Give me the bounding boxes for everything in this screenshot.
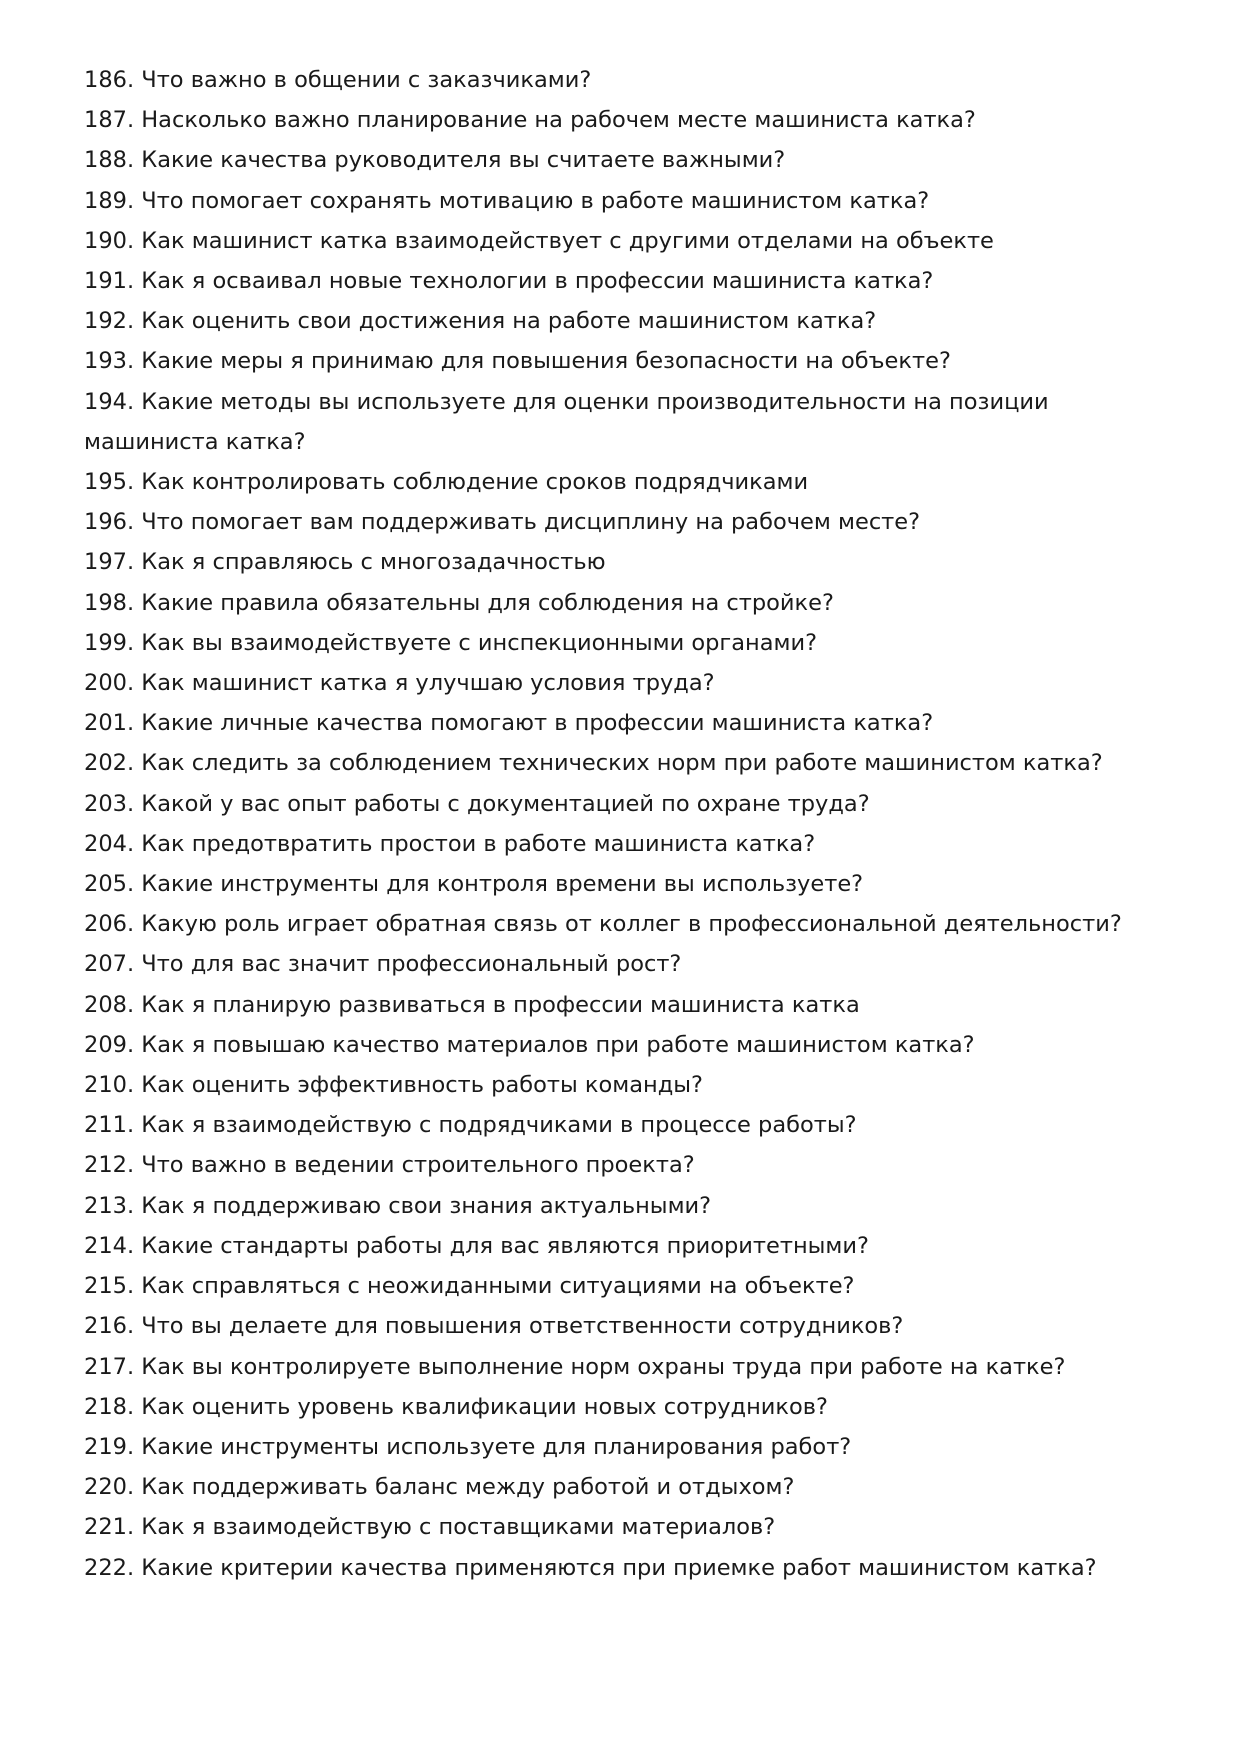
question-text: Как я взаимодействую с поставщиками материалов? — [141, 1514, 776, 1541]
question-number: 221. — [84, 1514, 135, 1541]
question-number: 213. — [84, 1192, 135, 1219]
question-number: 198. — [84, 589, 135, 616]
question-text: Какую роль играет обратная связь от коллег в профессиональной деятельности? — [141, 911, 1122, 938]
question-number: 206. — [84, 911, 135, 938]
question-number: 214. — [84, 1232, 135, 1259]
question-text: Как вы контролируете выполнение норм охраны труда при работе на катке? — [141, 1353, 1066, 1380]
question-number: 219. — [84, 1433, 135, 1460]
question-text: Как поддерживать баланс между работой и отдыхом? — [141, 1474, 795, 1501]
question-number: 202. — [84, 750, 135, 777]
list-item — [84, 1145, 1164, 1185]
question-text: Как я осваивал новые технологии в профессии машиниста катка? — [141, 268, 934, 295]
list-item — [84, 1186, 1164, 1226]
list-item — [84, 864, 1164, 904]
list-item — [84, 140, 1164, 180]
question-text: Что важно в общении с заказчиками? — [141, 67, 592, 93]
question-text: Какие личные качества помогают в профессии машиниста катка? — [141, 710, 934, 737]
list-item — [84, 944, 1164, 984]
question-text: Как вы взаимодействуете с инспекционными органами? — [141, 629, 818, 656]
list-item — [84, 1427, 1164, 1467]
question-number: 199. — [84, 629, 135, 656]
question-text: Какой у вас опыт работы с документацией по охране труда? — [141, 790, 870, 817]
list-item — [84, 502, 1164, 542]
question-text: Как я взаимодействую с подрядчиками в процессе работы? — [141, 1112, 857, 1139]
list-item — [84, 824, 1164, 864]
question-number: 207. — [84, 951, 135, 978]
question-number: 217. — [84, 1353, 135, 1380]
list-item — [84, 703, 1164, 743]
question-text: Насколько важно планирование на рабочем месте машиниста катка? — [141, 107, 976, 134]
question-text: Какие инструменты для контроля времени вы используете? — [141, 871, 864, 898]
question-number: 218. — [84, 1393, 135, 1420]
question-text: Какие меры я принимаю для повышения безопасности на объекте? — [141, 348, 951, 375]
question-number: 216. — [84, 1313, 135, 1340]
question-number: 195. — [84, 469, 135, 496]
list-item — [84, 663, 1164, 703]
list-item — [84, 1387, 1164, 1427]
question-number: 211. — [84, 1112, 135, 1139]
question-text: Как машинист катка взаимодействует с другими отделами на объекте — [141, 227, 994, 254]
question-text: Как я поддерживаю свои знания актуальными? — [141, 1192, 712, 1219]
question-text: Какие качества руководителя вы считаете важными? — [141, 147, 786, 174]
question-number: 222. — [84, 1554, 135, 1581]
question-number: 186. — [84, 67, 135, 93]
question-text: Как я повышаю качество материалов при работе машинистом катка? — [141, 1031, 975, 1058]
question-text: Какие стандарты работы для вас являются приоритетными? — [141, 1232, 869, 1259]
question-number: 189. — [84, 187, 135, 214]
question-text: Что вы делаете для повышения ответственности сотрудников? — [141, 1313, 904, 1340]
question-text: Что важно в ведении строительного проекта? — [141, 1152, 695, 1179]
question-number: 203. — [84, 790, 135, 817]
list-item — [84, 60, 1164, 100]
question-number: 212. — [84, 1152, 135, 1179]
list-item — [84, 904, 1164, 944]
list-item — [84, 301, 1164, 341]
question-text: Какие методы вы используете для оценки производительности на позиции машиниста катка? — [84, 388, 1049, 455]
question-number: 210. — [84, 1072, 135, 1099]
list-item — [84, 1507, 1164, 1547]
list-item — [84, 341, 1164, 381]
list-item — [84, 382, 1164, 462]
question-number: 215. — [84, 1273, 135, 1300]
question-text: Как предотвратить простои в работе машиниста катка? — [141, 830, 816, 857]
list-item — [84, 784, 1164, 824]
list-item — [84, 221, 1164, 261]
question-number: 193. — [84, 348, 135, 375]
question-number: 196. — [84, 509, 135, 536]
question-text: Как машинист катка я улучшаю условия труда? — [141, 670, 715, 697]
question-number: 201. — [84, 710, 135, 737]
question-text: Как я справляюсь с многозадачностью — [141, 549, 606, 576]
question-number: 188. — [84, 147, 135, 174]
question-text: Что для вас значит профессиональный рост? — [141, 951, 682, 978]
question-text: Какие инструменты используете для планирования работ? — [141, 1433, 852, 1460]
question-text: Как справляться с неожиданными ситуациями на объекте? — [141, 1273, 855, 1300]
question-text: Как оценить уровень квалификации новых сотрудников? — [141, 1393, 828, 1420]
question-text: Как контролировать соблюдение сроков подрядчиками — [141, 469, 809, 496]
question-number: 208. — [84, 991, 135, 1018]
list-item — [84, 1266, 1164, 1306]
question-number: 205. — [84, 871, 135, 898]
list-item — [84, 1467, 1164, 1507]
list-item — [84, 583, 1164, 623]
question-number: 197. — [84, 549, 135, 576]
question-number: 209. — [84, 1031, 135, 1058]
question-number: 204. — [84, 830, 135, 857]
question-number: 194. — [84, 388, 135, 415]
list-item — [84, 1306, 1164, 1346]
question-number: 191. — [84, 268, 135, 295]
list-item — [84, 1025, 1164, 1065]
list-item — [84, 1065, 1164, 1105]
list-item — [84, 100, 1164, 140]
list-item — [84, 985, 1164, 1025]
question-text: Какие критерии качества применяются при приемке работ машинистом катка? — [141, 1554, 1097, 1581]
question-number: 190. — [84, 227, 135, 254]
question-text: Что помогает сохранять мотивацию в работе машинистом катка? — [141, 187, 930, 214]
list-item — [84, 1548, 1164, 1588]
list-item — [84, 181, 1164, 221]
question-text: Как оценить свои достижения на работе машинистом катка? — [141, 308, 877, 335]
list-item — [84, 462, 1164, 502]
question-text: Какие правила обязательны для соблюдения на стройке? — [141, 589, 834, 616]
list-item — [84, 542, 1164, 582]
list-item — [84, 1347, 1164, 1387]
question-text: Как следить за соблюдением технических норм при работе машинистом катка? — [141, 750, 1103, 777]
list-item — [84, 743, 1164, 783]
question-text: Как оценить эффективность работы команды? — [141, 1072, 703, 1099]
list-item — [84, 1105, 1164, 1145]
question-list — [84, 60, 1164, 1588]
question-number: 220. — [84, 1474, 135, 1501]
question-number: 200. — [84, 670, 135, 697]
question-number: 187. — [84, 107, 135, 134]
list-item — [84, 1226, 1164, 1266]
question-number: 192. — [84, 308, 135, 335]
list-item — [84, 261, 1164, 301]
list-item — [84, 623, 1164, 663]
question-text: Что помогает вам поддерживать дисциплину на рабочем месте? — [141, 509, 921, 536]
question-text: Как я планирую развиваться в профессии машиниста катка — [141, 991, 860, 1018]
